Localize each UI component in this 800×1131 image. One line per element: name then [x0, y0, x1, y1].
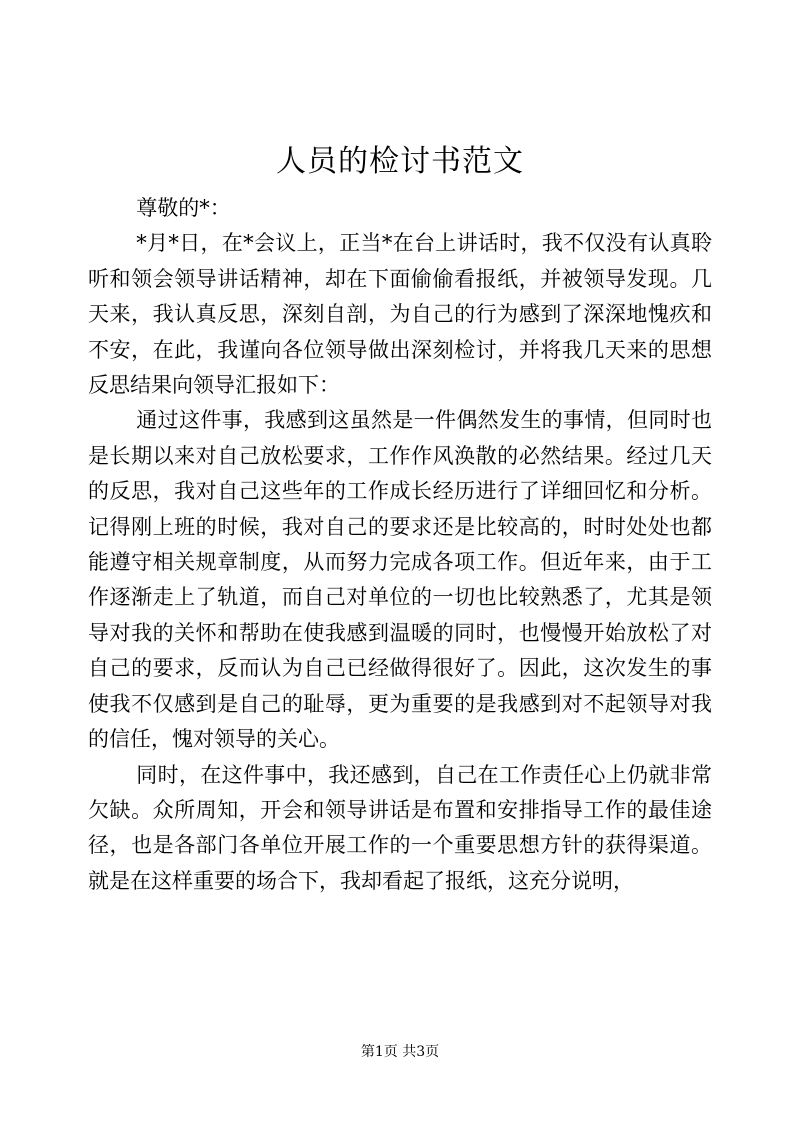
- salutation: 尊敬的*：: [136, 196, 231, 220]
- document-title: 人员的检讨书范文: [276, 144, 524, 179]
- page-footer: 第1页 共3页: [360, 1044, 440, 1060]
- document-body: [88, 191, 712, 899]
- paragraph-3: 同时，在这件事中，我还感到，自己在工作责任心上仍就非常欠缺。众所周知，开会和领导讲话是布置和安排指导工作的最佳途径，也是各部门各单位开展工作的一个重要思想方针的获得渠道。就是在这样重要的场合下，我却看起了报纸，这充分说明，: [88, 762, 712, 893]
- paragraph-1: *月*日，在*会议上，正当*在台上讲话时，我不仅没有认真聆听和领会领导讲话精神，却在下面偷偷看报纸，并被领导发现。几天来，我认真反思，深刻自剖，为自己的行为感到了深深地愧疚和不安，在此，我谨向各位领导做出深刻检讨，并将我几天来的思想反思结果向领导汇报如下：: [88, 231, 712, 398]
- paragraph-2: 通过这件事，我感到这虽然是一件偶然发生的事情，但同时也是长期以来对自己放松要求，工作作风涣散的必然结果。经过几天的反思，我对自己这些年的工作成长经历进行了详细回忆和分析。记得刚上班的时候，我对自己的要求还是比较高的，时时处处也都能遵守相关规章制度，从而努力完成各项工作。但近年来，由于工作逐渐走上了轨道，而自己对单位的一切也比较熟悉了，尤其是领导对我的关怀和帮助在使我感到温暖的同时，也慢慢开始放松了对自己的要求，反而认为自己已经做得很好了。因此，这次发生的事使我不仅感到是自己的耻辱，更为重要的是我感到对不起领导对我的信任，愧对领导的关心。: [88, 408, 712, 752]
